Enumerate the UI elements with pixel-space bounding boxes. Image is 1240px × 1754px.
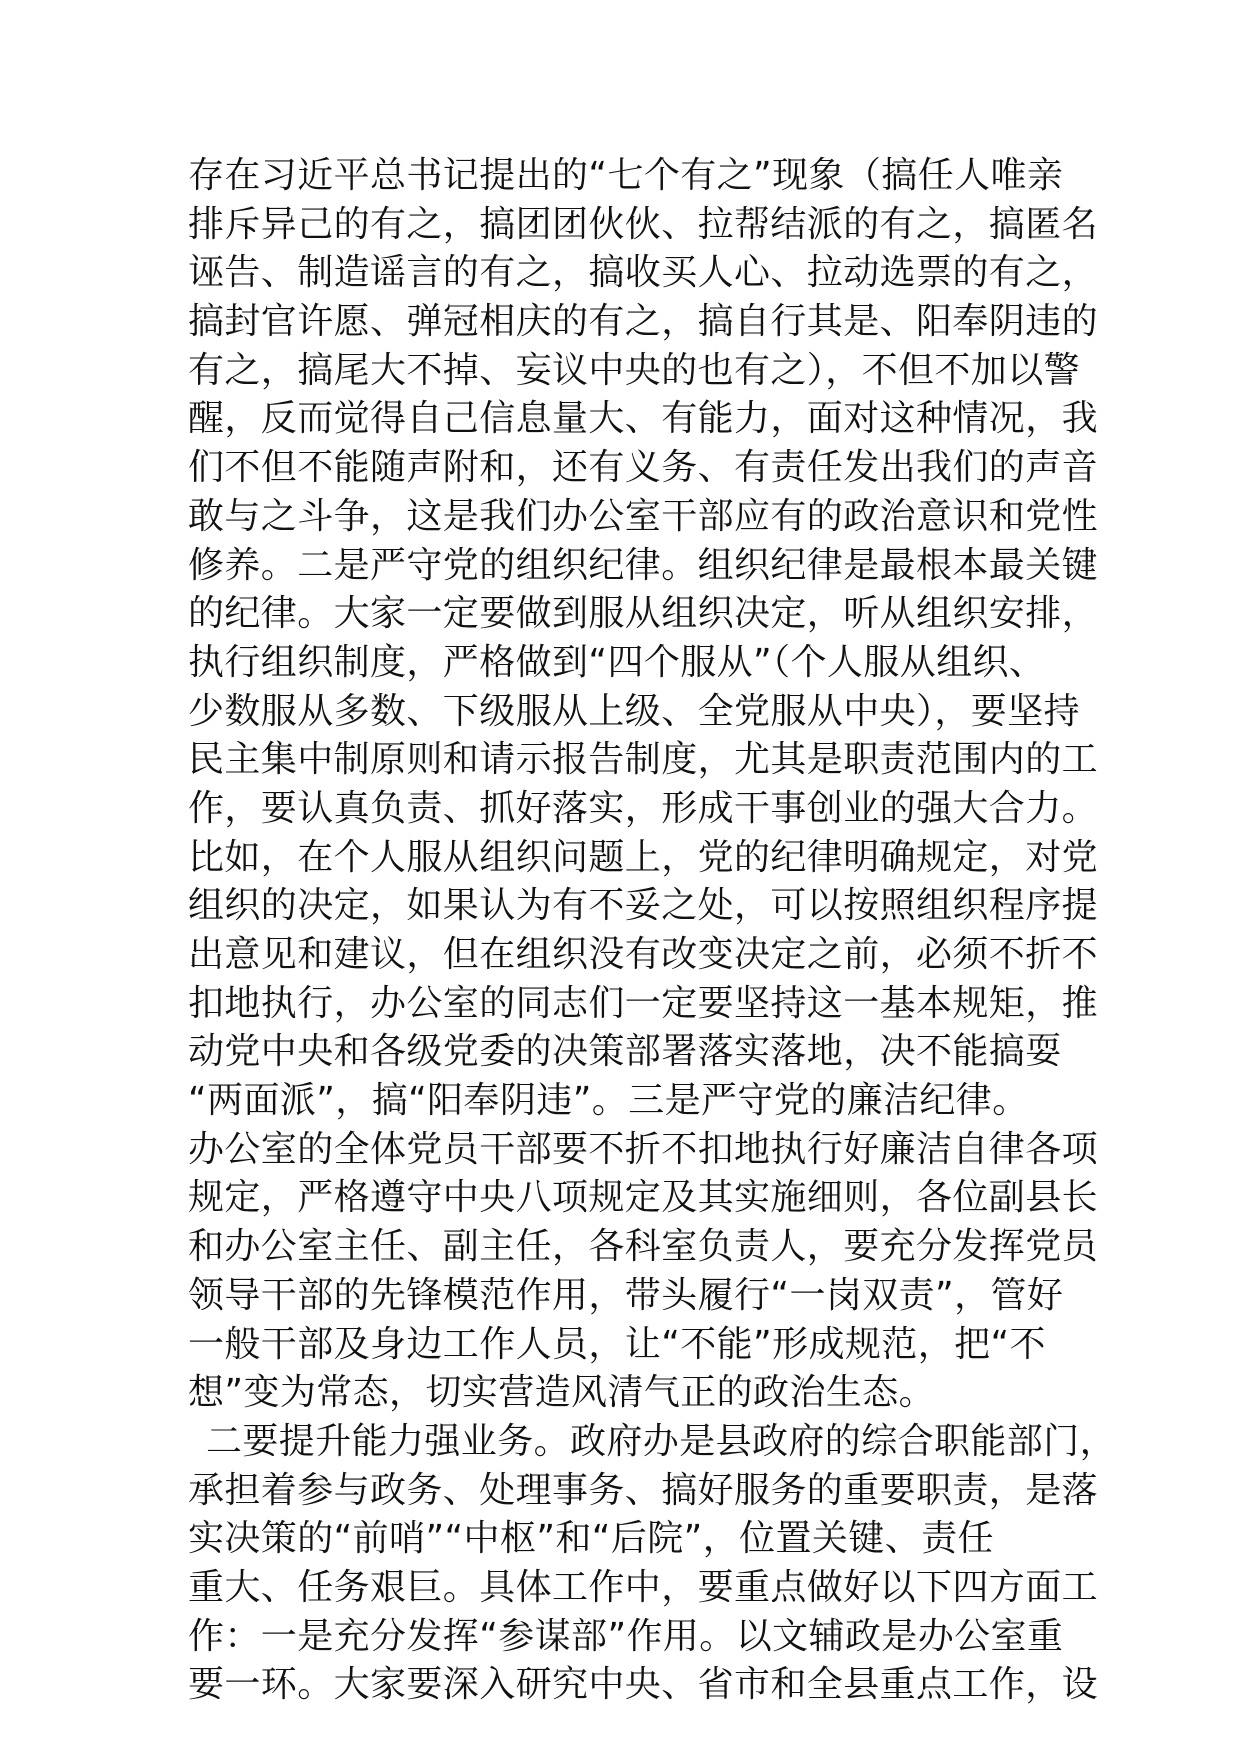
text-line: 办公室的全体党员干部要不折不扣地执行好廉洁自律各项 xyxy=(188,1128,1099,1170)
text-line: 动党中央和各级党委的决策部署落实落地，决不能搞耍 xyxy=(188,1031,1062,1073)
text-line: 搞封官许愿、弹冠相庆的有之，搞自行其是、阳奉阴违的 xyxy=(188,301,1099,343)
text-line: 醒，反而觉得自己信息量大、有能力，面对这种情况，我 xyxy=(188,398,1099,440)
text-line: 重大、任务艰巨。具体工作中，要重点做好以下四方面工 xyxy=(188,1566,1099,1608)
text-line: 实决策的“前哨”“中枢”和“后院”，位置关键、责任 xyxy=(188,1518,994,1560)
text-line: 规定，严格遵守中央八项规定及其实施细则，各位副县长 xyxy=(188,1177,1099,1219)
paragraph-start-line: 二要提升能力强业务。政府办是县政府的综合职能部门， xyxy=(206,1420,1117,1462)
text-line: 一般干部及身边工作人员，让“不能”形成规范，把“不 xyxy=(188,1323,1046,1365)
text-line: 少数服从多数、下级服从上级、全党服从中央），要坚持 xyxy=(188,690,1081,732)
text-line: 作，要认真负责、抓好落实，形成干事创业的强大合力。 xyxy=(188,787,1099,829)
text-line: 有之，搞尾大不掉、妄议中央的也有之），不但不加以警 xyxy=(188,349,1081,391)
text-line: 比如，在个人服从组织问题上，党的纪律明确规定，对党 xyxy=(188,836,1099,878)
text-line: 修养。二是严守党的组织纪律。组织纪律是最根本最关键 xyxy=(188,544,1099,586)
text-line: 要一环。大家要深入研究中央、省市和全县重点工作，设 xyxy=(188,1664,1099,1706)
text-line: 扣地执行，办公室的同志们一定要坚持这一基本规矩，推 xyxy=(188,982,1099,1024)
text-line: “两面派”，搞“阳奉阴违”。三是严守党的廉洁纪律。 xyxy=(188,1080,1029,1122)
text-line: 出意见和建议，但在组织没有改变决定之前，必须不折不 xyxy=(188,934,1099,975)
text-line: 的纪律。大家一定要做到服从组织决定，听从组织安排， xyxy=(188,593,1099,635)
text-line: 领导干部的先锋模范作用，带头履行“一岗双责”，管好 xyxy=(188,1274,1064,1316)
text-line: 和办公室主任、副主任，各科室负责人，要充分发挥党员 xyxy=(188,1226,1099,1268)
text-line: 存在习近平总书记提出的“七个有之”现象（搞任人唯亲 xyxy=(188,155,1064,196)
text-line: 组织的决定，如果认为有不妥之处，可以按照组织程序提 xyxy=(188,885,1099,927)
text-line: 想”变为常态，切实营造风清气正的政治生态。 xyxy=(188,1372,936,1414)
text-line: 作：一是充分发挥“参谋部”作用。以文辅政是办公室重 xyxy=(188,1615,1064,1657)
text-line: 承担着参与政务、处理事务、搞好服务的重要职责，是落 xyxy=(188,1469,1099,1511)
text-line: 执行组织制度，严格做到“四个服从”（个人服从组织、 xyxy=(188,641,1046,683)
text-line: 诬告、制造谣言的有之，搞收买人心、拉动选票的有之， xyxy=(188,252,1099,294)
body-text xyxy=(188,152,1117,1710)
text-line: 民主集中制原则和请示报告制度，尤其是职责范围内的工 xyxy=(188,739,1099,781)
text-line: 们不但不能随声附和，还有义务、有责任发出我们的声音 xyxy=(188,447,1099,489)
text-line: 排斥异己的有之，搞团团伙伙、拉帮结派的有之，搞匿名 xyxy=(188,203,1099,245)
text-line: 敢与之斗争，这是我们办公室干部应有的政治意识和党性 xyxy=(188,495,1099,537)
